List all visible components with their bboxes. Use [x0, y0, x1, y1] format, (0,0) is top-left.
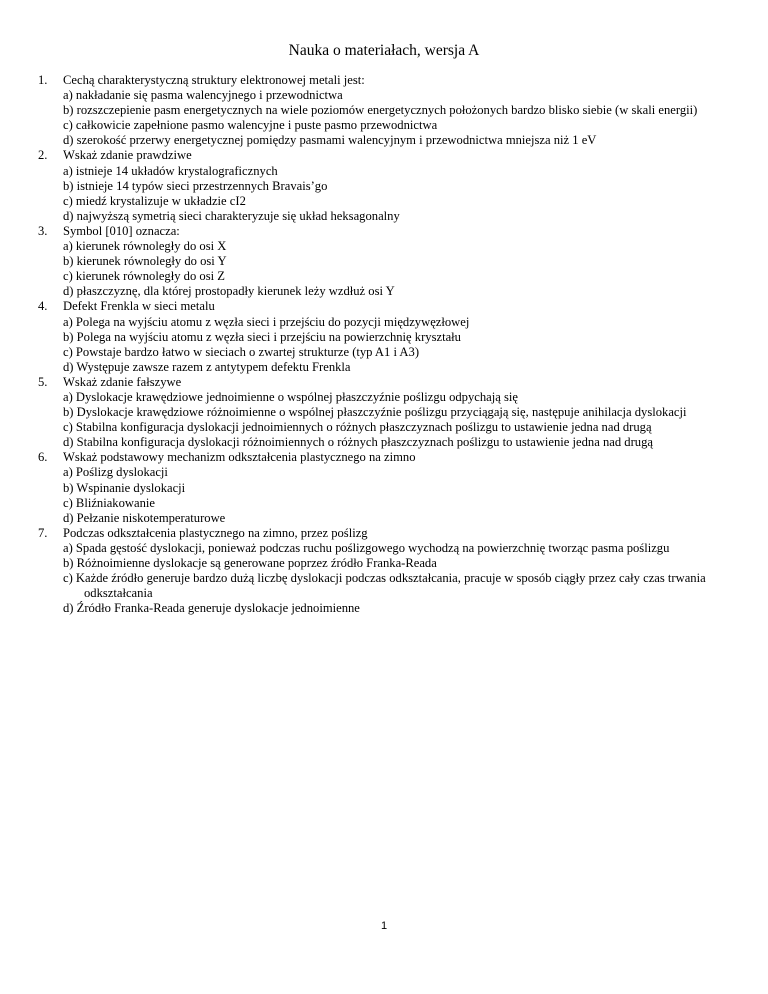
answer-option: c) kierunek równoległy do osi Z [63, 269, 225, 284]
page-number: 1 [380, 920, 388, 932]
answer-option: a) kierunek równoległy do osi X [63, 239, 227, 254]
answer-option: a) Dyslokacje krawędziowe jednoimienne o wspólnej płaszczyźnie poślizgu odpychają się [63, 389, 518, 404]
answer-option: b) Dyslokacje krawędziowe różnoimienne o wspólnej płaszczyźnie poślizgu przyciągają się, następuje anihilacja dyslokacji [63, 405, 687, 420]
question-text: Wskaż podstawowy mechanizm odkształcenia plastycznego na zimno [63, 450, 416, 465]
answer-option: d) szerokość przerwy energetycznej pomiędzy pasmami walencyjnym i przewodnictwa mniejsza niż 1 eV [63, 133, 597, 148]
answer-option: c) Powstaje bardzo łatwo w sieciach o zwartej strukturze (typ A1 i A3) [63, 344, 420, 359]
answer-option: c) Każde źródło generuje bardzo dużą liczbę dyslokacji podczas odkształcania, pracuje w sposób ciągły przez cały czas trwania odkształcania [63, 571, 706, 601]
answer-option: b) kierunek równoległy do osi Y [63, 254, 227, 269]
answer-option: d) płaszczyznę, dla której prostopadły kierunek leży wzdłuż osi Y [63, 284, 395, 299]
question-text: Cechą charakterystyczną struktury elektronowej metali jest: [63, 73, 365, 87]
answer-option: c) całkowicie zapełnione pasmo walencyjne i puste pasmo przewodnictwa [63, 118, 438, 133]
question-4 [0, 299, 768, 374]
answer-option: d) Źródło Franka-Reada generuje dyslokacje jednoimienne [63, 601, 360, 616]
answer-option: b) Polega na wyjściu atomu z węzła sieci i przejściu na powierzchnię kryształu [63, 329, 461, 344]
question-number: 3. [38, 223, 48, 238]
page-title: Nauka o materiałach, wersja A [288, 42, 480, 59]
answer-option: d) Pełzanie niskotemperaturowe [63, 510, 226, 525]
answer-option: a) Polega na wyjściu atomu z węzła sieci i przejściu do pozycji międzywęzłowej [63, 314, 470, 329]
question-number: 4. [38, 299, 48, 314]
answer-option: c) Bliźniakowanie [63, 495, 155, 510]
answer-option: b) Różnoimienne dyslokacje są generowane poprzez źródło Franka-Reada [63, 556, 437, 570]
question-number: 5. [38, 374, 48, 389]
question-3 [0, 224, 768, 299]
question-text: Podczas odkształcenia plastycznego na zimno, przez poślizg [63, 525, 368, 540]
question-number: 6. [38, 450, 48, 465]
question-2 [0, 148, 768, 223]
answer-option: d) Stabilna konfiguracja dyslokacji różnoimiennych o różnych płaszczyznach poślizgu to ustawienie jedna nad drugą [63, 435, 653, 450]
answer-option: d) najwyższą symetrią sieci charakteryzuje się układ heksagonalny [63, 208, 400, 223]
answer-option: b) Wspinanie dyslokacji [63, 480, 186, 495]
answer-option: b) istnieje 14 typów sieci przestrzennych Bravais’go [63, 178, 328, 193]
question-list [0, 73, 768, 616]
answer-option: a) Spada gęstość dyslokacji, ponieważ podczas ruchu poślizgowego wychodzą na powierzchnię tworząc pasma poślizgu [63, 540, 670, 555]
question-5 [0, 375, 768, 450]
question-7 [0, 526, 768, 617]
answer-option: a) nakładanie się pasma walencyjnego i przewodnictwa [63, 88, 343, 103]
question-text: Defekt Frenkla w sieci metalu [63, 299, 215, 314]
question-text: Wskaż zdanie prawdziwe [63, 148, 192, 163]
answer-option: c) Stabilna konfiguracja dyslokacji jednoimiennych o różnych płaszczyznach poślizgu to ustawienie jedna nad drugą [63, 420, 652, 435]
question-number: 2. [38, 148, 48, 163]
question-1 [0, 73, 768, 148]
question-number: 7. [38, 525, 48, 540]
answer-option: a) istnieje 14 układów krystalograficznych [63, 163, 278, 178]
question-number: 1. [38, 73, 48, 87]
question-text: Wskaż zdanie fałszywe [63, 374, 182, 389]
answer-option: c) miedź krystalizuje w układzie cI2 [63, 193, 246, 208]
answer-option: a) Poślizg dyslokacji [63, 465, 168, 480]
answer-option: b) rozszczepienie pasm energetycznych na wiele poziomów energetycznych położonych bardzo blisko siebie (w skali energii) [63, 103, 698, 118]
question-6 [0, 450, 768, 525]
question-text: Symbol [010] oznacza: [63, 223, 180, 238]
answer-option: d) Występuje zawsze razem z antytypem defektu Frenkla [63, 359, 351, 374]
